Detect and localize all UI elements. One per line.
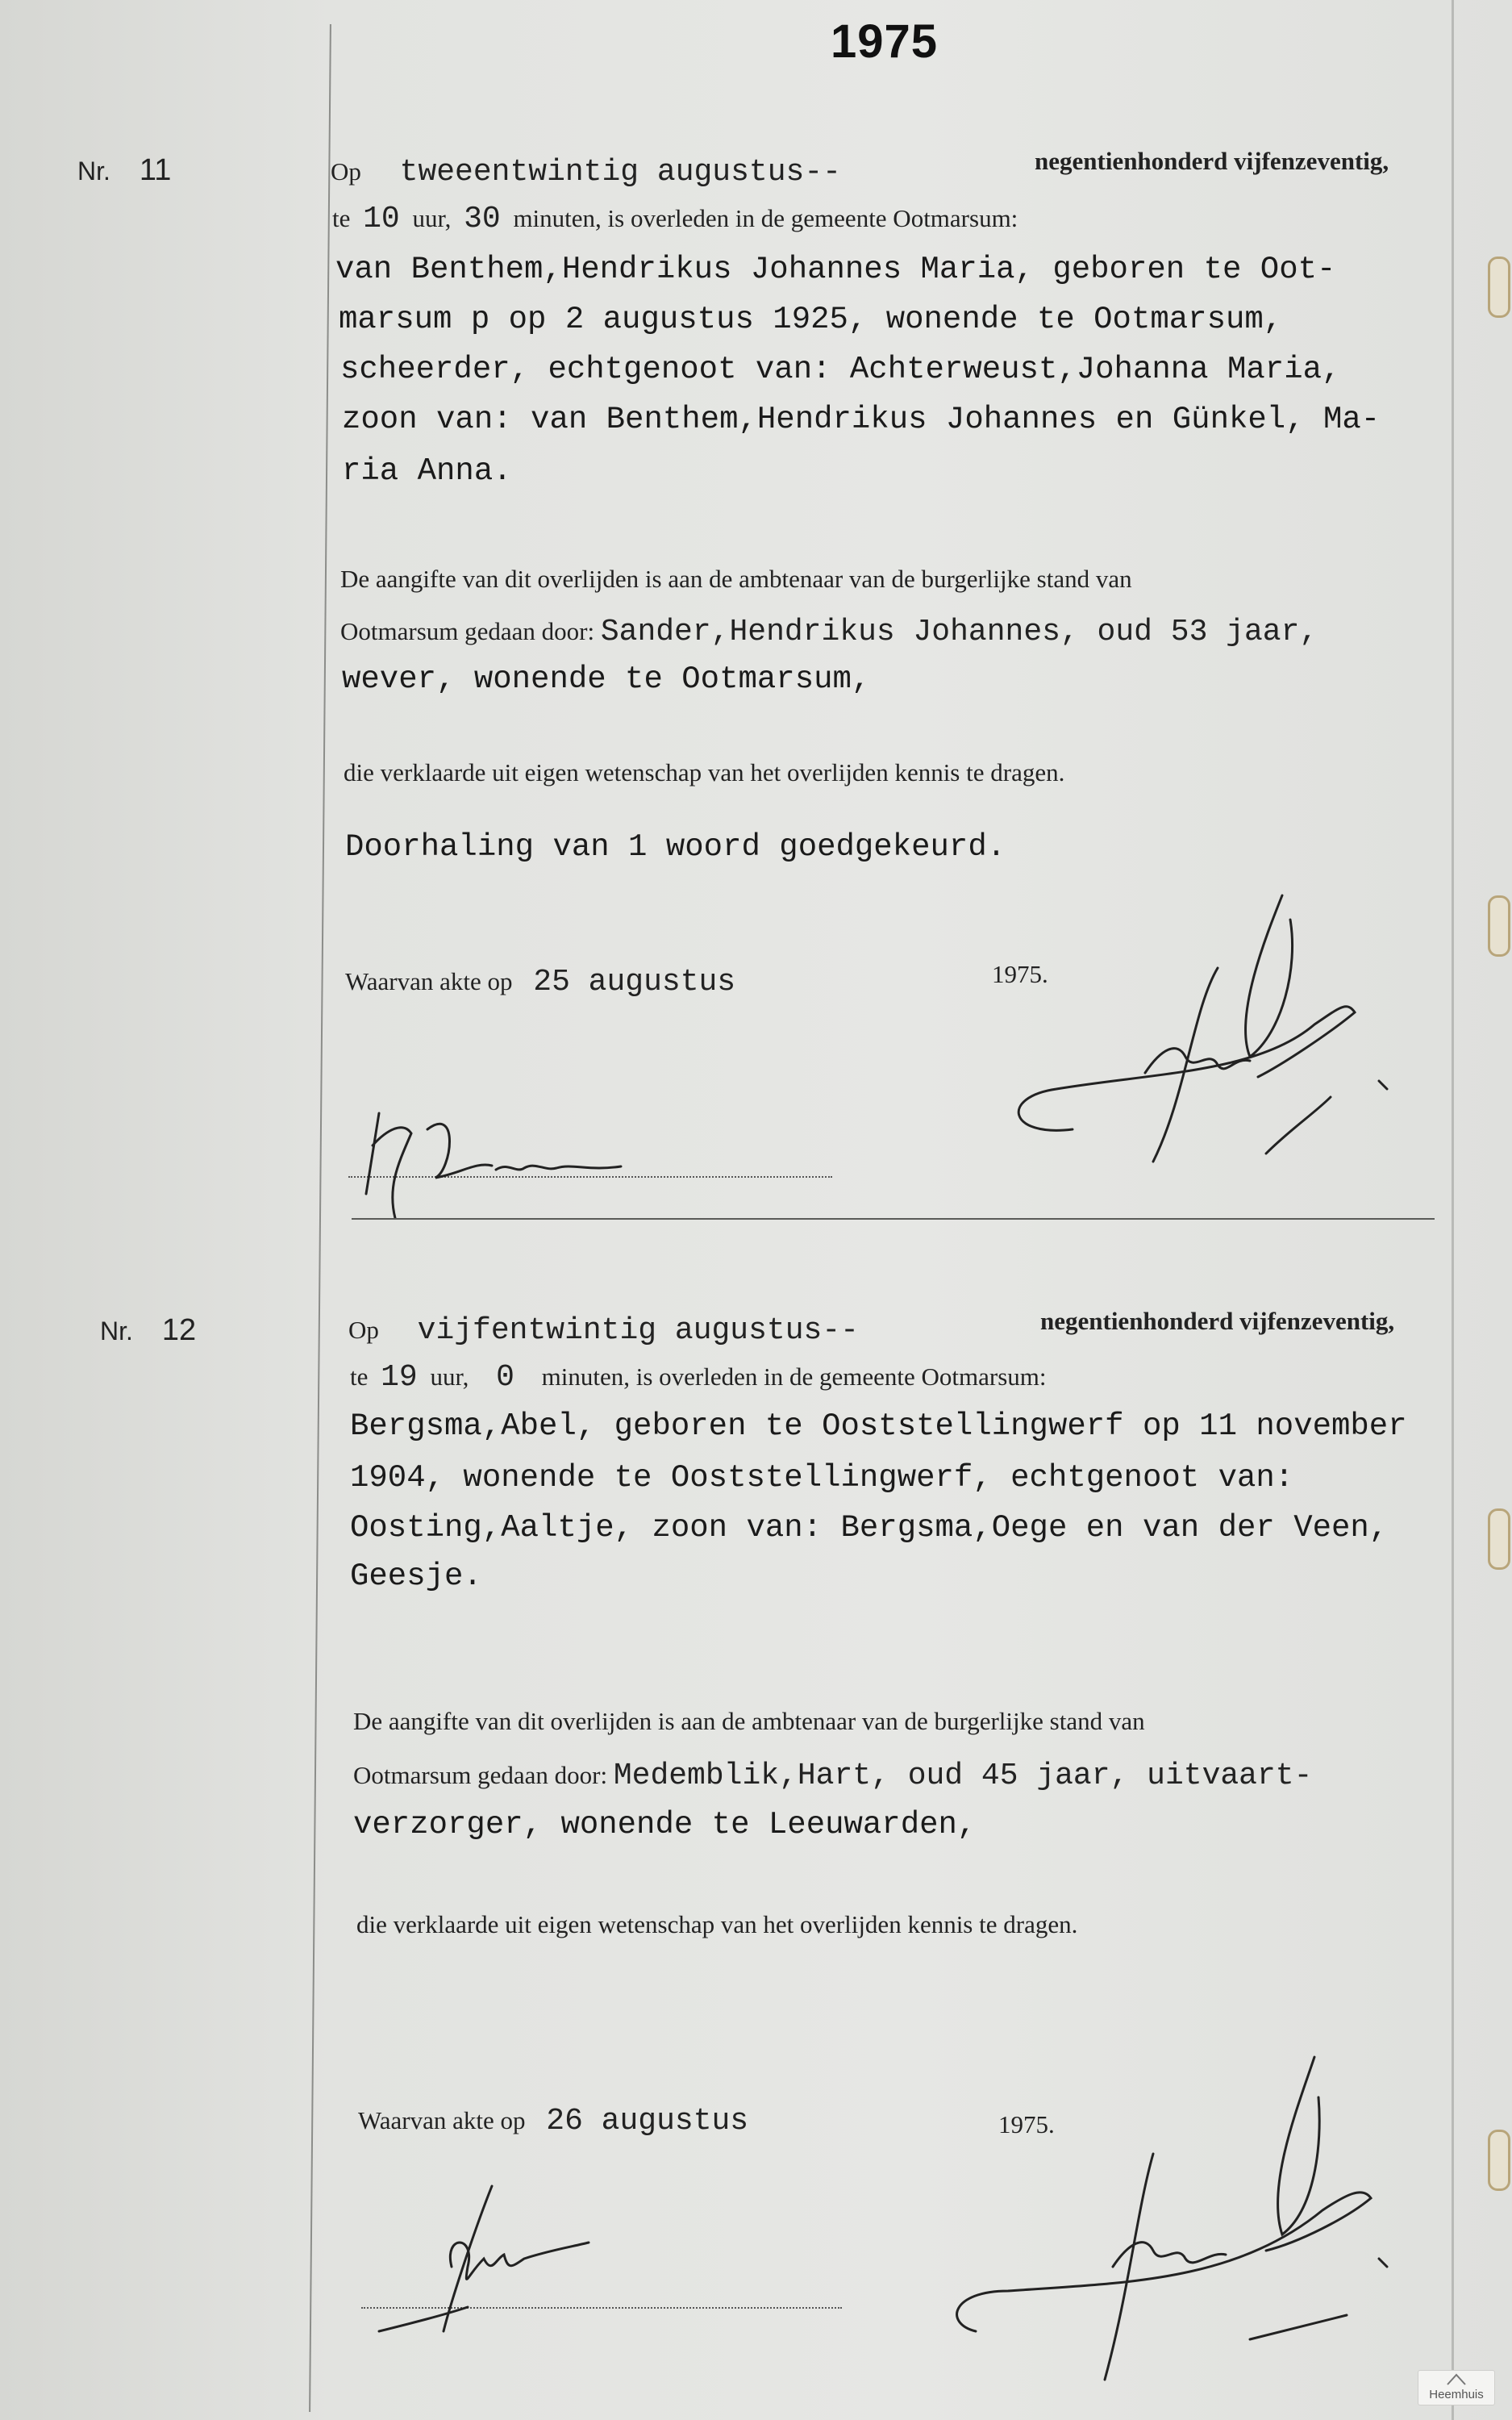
uur-label: uur,: [412, 204, 452, 232]
deceased-line: scheerder, echtgenoot van: Achterweust,Johanna Maria,: [340, 352, 1341, 387]
nr-label: Nr.: [77, 156, 110, 186]
date-line: [348, 1313, 859, 1348]
verklaarde-line: die verklaarde uit eigen wetenschap van het overlijden kennis te dragen.: [356, 1910, 1078, 1938]
page-year: 1975: [831, 15, 939, 68]
declarant-signature: [355, 1097, 645, 1226]
hour-value: 19: [381, 1360, 418, 1395]
aangifte-line: De aangifte van dit overlijden is aan de ambtenaar van de burgerlijke stand van: [340, 565, 1132, 593]
binder-hole: [1488, 257, 1510, 318]
waarvan-label: Waarvan akte op: [358, 2106, 526, 2134]
akte-year: 1975.: [998, 2110, 1055, 2138]
op-label: Op: [331, 157, 361, 186]
akte-year: 1975.: [992, 960, 1048, 988]
record-number: [100, 1313, 196, 1348]
nr-value: 12: [161, 1313, 197, 1347]
binder-hole: [1488, 1508, 1510, 1570]
deceased-line: ria Anna.: [342, 453, 512, 489]
record-separator: [352, 1218, 1435, 1220]
minutes-label: minuten, is overleden in de gemeente Ootmarsum:: [513, 204, 1018, 232]
declarant-text: Medemblik,Hart, oud 45 jaar, uitvaart-: [613, 1759, 1313, 1793]
aangifte-line: [353, 1759, 1312, 1793]
akte-line: [358, 2104, 748, 2138]
akte-date: 25 augustus: [533, 965, 736, 999]
declarant-text: Sander,Hendrikus Johannes, oud 53 jaar,: [600, 615, 1318, 649]
te-label: te: [332, 204, 351, 232]
watermark-badge: [1418, 2370, 1495, 2405]
gedaan-door-label: Ootmarsum gedaan door:: [340, 617, 595, 645]
date-words: tweeentwintig augustus--: [399, 155, 841, 190]
deceased-line: Bergsma,Abel, geboren te Ooststellingwerf op 11 november: [350, 1408, 1407, 1444]
declarant-continuation: wever, wonende te Ootmarsum,: [342, 661, 871, 697]
aangifte-line: De aangifte van dit overlijden is aan de ambtenaar van de burgerlijke stand van: [353, 1707, 1145, 1735]
minutes-value: 0: [496, 1360, 514, 1395]
date-words: vijfentwintig augustus--: [417, 1313, 859, 1348]
year-words: negentienhonderd vijfenzeventig,: [1040, 1307, 1395, 1335]
nr-label: Nr.: [100, 1316, 133, 1346]
watermark-text: Heemhuis: [1429, 2388, 1484, 2401]
verklaarde-line: die verklaarde uit eigen wetenschap van het overlijden kennis te dragen.: [344, 758, 1065, 786]
deceased-line: Oosting,Aaltje, zoon van: Bergsma,Oege en van der Veen,: [350, 1510, 1389, 1546]
house-icon: [1446, 2372, 1467, 2385]
page-edge: [1452, 0, 1454, 2420]
akte-line: [345, 965, 735, 999]
margin-line: [309, 24, 331, 2412]
nr-value: 11: [139, 153, 172, 187]
akte-date: 26 augustus: [546, 2104, 749, 2138]
deceased-line: Geesje.: [350, 1558, 482, 1594]
minutes-label: minuten, is overleden in de gemeente Ootmarsum:: [541, 1362, 1047, 1391]
time-line: [332, 202, 1018, 236]
aangifte-line: [340, 615, 1318, 649]
declarant-continuation: verzorger, wonende te Leeuwarden,: [353, 1807, 977, 1842]
official-signature: [992, 887, 1411, 1210]
record-number: [77, 153, 171, 188]
time-line: [350, 1360, 1047, 1395]
te-label: te: [350, 1362, 369, 1391]
minutes-value: 30: [464, 202, 501, 236]
hour-value: 10: [363, 202, 400, 236]
declarant-signature: [363, 2178, 637, 2339]
binder-hole: [1488, 2130, 1510, 2191]
correction-note: Doorhaling van 1 woord goedgekeurd.: [345, 829, 1006, 865]
waarvan-label: Waarvan akte op: [345, 967, 513, 995]
op-label: Op: [348, 1316, 379, 1344]
deceased-line: zoon van: van Benthem,Hendrikus Johannes en Günkel, Ma-: [342, 402, 1381, 437]
deceased-line: van Benthem,Hendrikus Johannes Maria, geboren te Oot-: [335, 252, 1336, 287]
gedaan-door-label: Ootmarsum gedaan door:: [353, 1761, 608, 1789]
official-signature: [943, 2049, 1395, 2388]
binder-hole: [1488, 895, 1510, 957]
deceased-line: marsum p op 2 augustus 1925, wonende te Ootmarsum,: [339, 302, 1283, 337]
uur-label: uur,: [430, 1362, 469, 1391]
year-words: negentienhonderd vijfenzeventig,: [1035, 147, 1389, 175]
date-line: [331, 155, 841, 190]
deceased-line: 1904, wonende te Ooststellingwerf, echtgenoot van:: [350, 1460, 1294, 1496]
